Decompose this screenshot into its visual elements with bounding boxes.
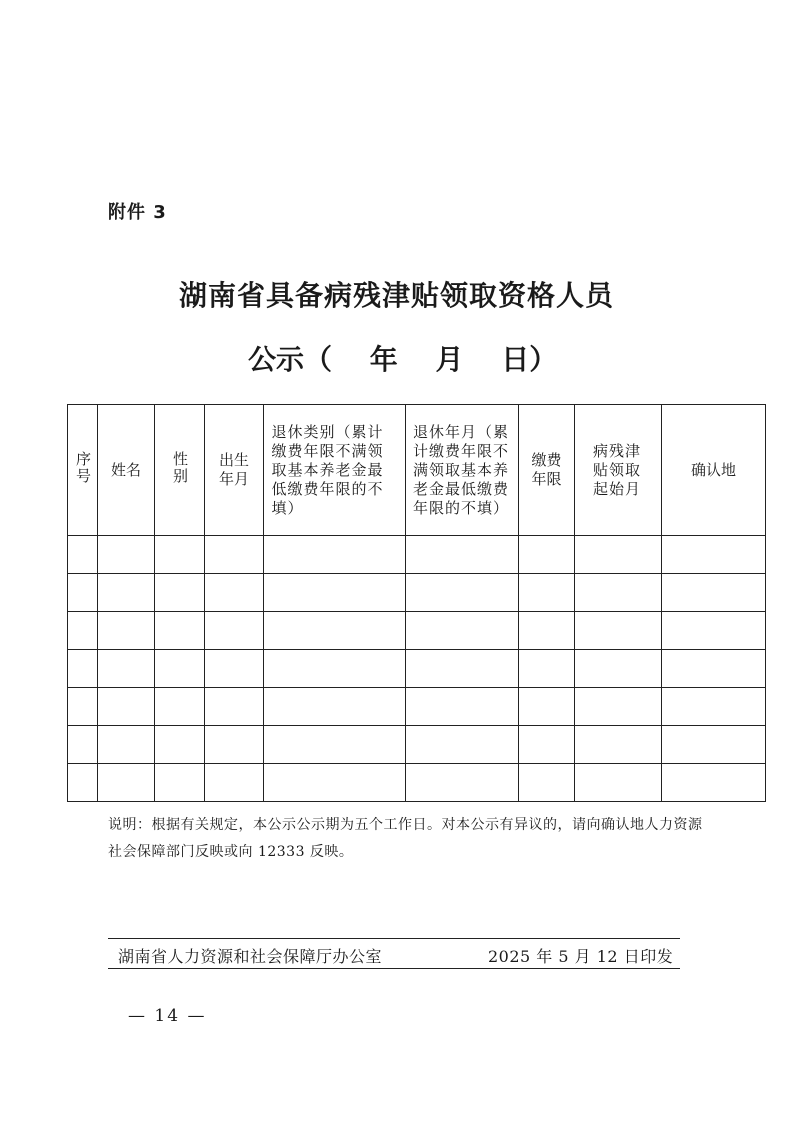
table-cell-contrib_years: [519, 650, 575, 688]
table-cell-contrib_years: [519, 726, 575, 764]
table-cell-contrib_years: [519, 612, 575, 650]
table-cell-confirm_place: [662, 726, 766, 764]
table-cell-retire_type: [264, 536, 406, 574]
table-cell-allowance_start: [575, 574, 662, 612]
table-cell-retire_type: [264, 688, 406, 726]
table-cell-retire_date: [406, 650, 519, 688]
header-retire-date: 退休年月（累计缴费年限不满领取基本养老金最低缴费年限的不填）: [406, 405, 519, 536]
table-cell-confirm_place: [662, 764, 766, 802]
table-row: [68, 612, 766, 650]
table-row: [68, 536, 766, 574]
footer-top-rule: [108, 938, 680, 939]
header-confirm-place: 确认地: [662, 405, 766, 536]
table-cell-gender: [155, 764, 205, 802]
publicity-table: [67, 404, 766, 802]
annex-label: 附件 3: [108, 202, 167, 223]
header-birth: 出生年月: [205, 405, 264, 536]
table-cell-gender: [155, 726, 205, 764]
table-cell-confirm_place: [662, 574, 766, 612]
table-cell-confirm_place: [662, 650, 766, 688]
table-cell-contrib_years: [519, 764, 575, 802]
table-cell-retire_date: [406, 764, 519, 802]
table-cell-retire_date: [406, 612, 519, 650]
note-text: 说明：根据有关规定，本公示公示期为五个工作日。对本公示有异议的，请向确认地人力资源社会保障部门反映或向 12333 反映。: [108, 817, 703, 860]
table-cell-confirm_place: [662, 688, 766, 726]
table-row: [68, 650, 766, 688]
table-cell-gender: [155, 612, 205, 650]
header-retire-type: 退休类别（累计缴费年限不满领取基本养老金最低缴费年限的不填）: [264, 405, 406, 536]
table-cell-birth: [205, 612, 264, 650]
table-cell-gender: [155, 574, 205, 612]
table-cell-retire_date: [406, 688, 519, 726]
table-cell-retire_type: [264, 612, 406, 650]
table-cell-confirm_place: [662, 536, 766, 574]
table-cell-gender: [155, 536, 205, 574]
table-cell-allowance_start: [575, 726, 662, 764]
header-contrib-years: 缴费年限: [519, 405, 575, 536]
table-cell-retire_type: [264, 764, 406, 802]
footer-office: 湖南省人力资源和社会保障厅办公室: [118, 947, 383, 966]
table-cell-gender: [155, 650, 205, 688]
table-cell-seq: [68, 650, 98, 688]
table-cell-birth: [205, 650, 264, 688]
table-row: [68, 574, 766, 612]
table-cell-name: [98, 688, 155, 726]
table-cell-name: [98, 612, 155, 650]
table-cell-contrib_years: [519, 574, 575, 612]
table-cell-name: [98, 764, 155, 802]
table-cell-allowance_start: [575, 650, 662, 688]
table-cell-retire_date: [406, 574, 519, 612]
table-cell-allowance_start: [575, 536, 662, 574]
table-cell-retire_type: [264, 726, 406, 764]
table-cell-name: [98, 726, 155, 764]
table-cell-seq: [68, 612, 98, 650]
table-cell-confirm_place: [662, 612, 766, 650]
table-cell-contrib_years: [519, 688, 575, 726]
page-number: — 14 —: [128, 1006, 207, 1026]
table-row: [68, 764, 766, 802]
document-subtitle: 公示（ 年 月 日）: [248, 343, 558, 376]
table-header-row: [68, 405, 766, 536]
table-cell-birth: [205, 764, 264, 802]
document-title: 湖南省具备病残津贴领取资格人员: [178, 279, 614, 312]
table-cell-retire_date: [406, 536, 519, 574]
table-cell-seq: [68, 574, 98, 612]
header-gender: 性别: [155, 405, 205, 536]
table-cell-retire_type: [264, 574, 406, 612]
footer-bottom-rule: [108, 968, 680, 969]
table-body: [68, 536, 766, 802]
table-cell-birth: [205, 688, 264, 726]
table-cell-birth: [205, 726, 264, 764]
table-cell-allowance_start: [575, 612, 662, 650]
header-name: 姓名: [98, 405, 155, 536]
footer-date: 2025 年 5 月 12 日印发: [488, 947, 674, 966]
table-cell-birth: [205, 536, 264, 574]
table-cell-contrib_years: [519, 536, 575, 574]
table-cell-gender: [155, 688, 205, 726]
table-cell-birth: [205, 574, 264, 612]
table-row: [68, 688, 766, 726]
table-cell-name: [98, 574, 155, 612]
table-cell-name: [98, 650, 155, 688]
table-cell-seq: [68, 536, 98, 574]
table-cell-retire_type: [264, 650, 406, 688]
header-allowance-start: 病残津贴领取起始月: [575, 405, 662, 536]
table-cell-seq: [68, 764, 98, 802]
header-seq: 序号: [68, 405, 98, 536]
table-cell-allowance_start: [575, 764, 662, 802]
table-cell-retire_date: [406, 726, 519, 764]
table-cell-allowance_start: [575, 688, 662, 726]
table-cell-seq: [68, 688, 98, 726]
table-row: [68, 726, 766, 764]
table-cell-seq: [68, 726, 98, 764]
table-cell-name: [98, 536, 155, 574]
